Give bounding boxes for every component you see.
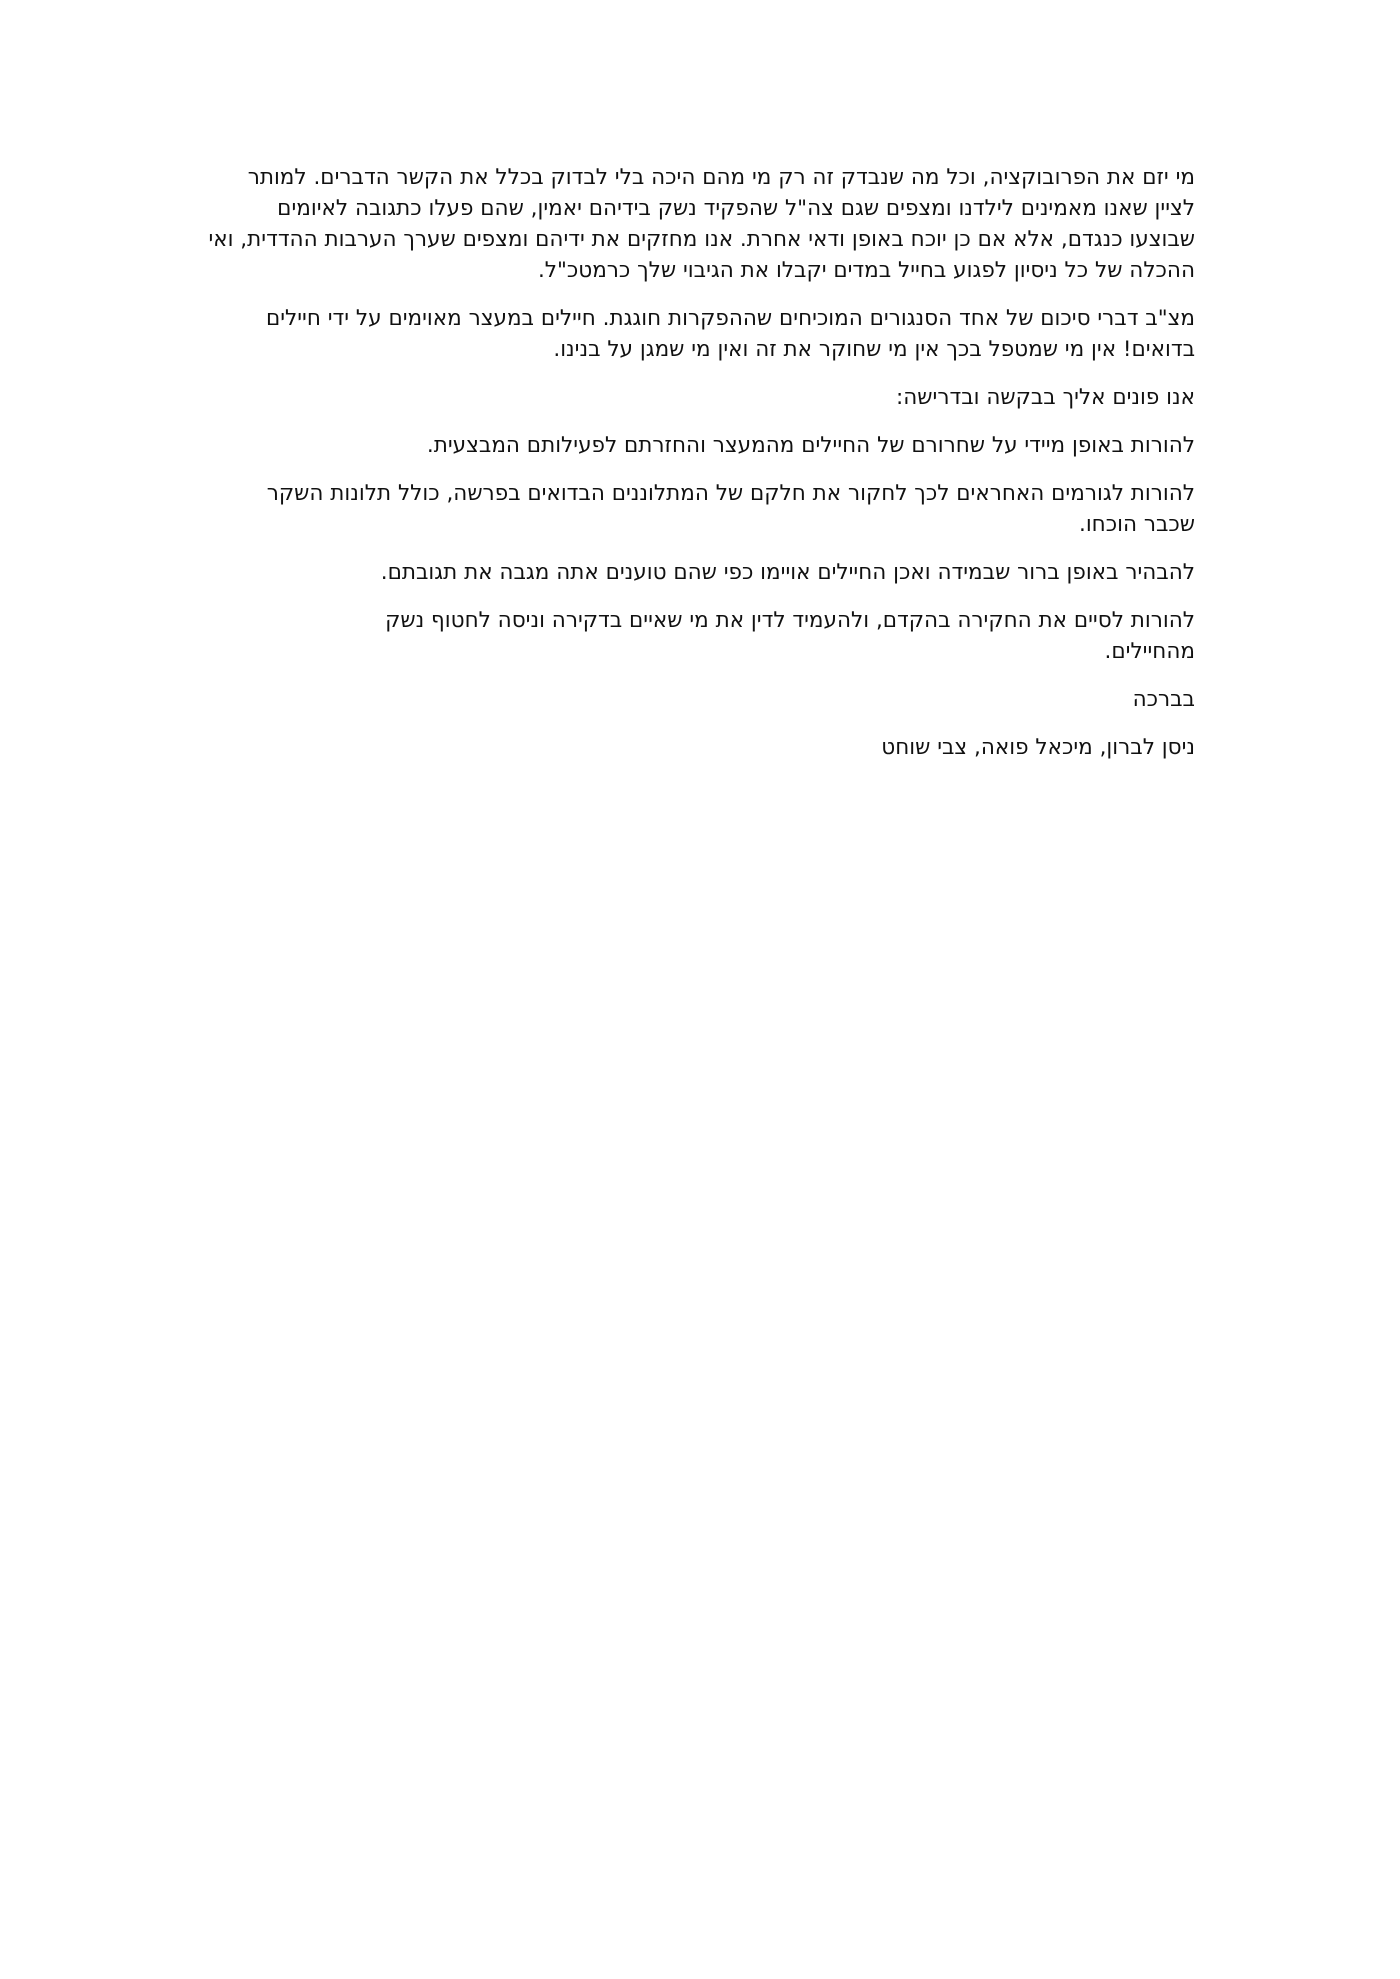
demand-release-soldiers: להורות באופן מיידי על שחרורם של החיילים מהמעצר והחזרתם לפעילותם המבצעית. — [426, 433, 1195, 458]
paragraph-request-intro: אנו פונים אליך בבקשה ובדרישה: — [896, 385, 1195, 410]
paragraph-context: מי יזם את הפרובוקציה, וכל מה שנבדק זה רק מי מהם היכה בלי לבדוק בכלל את הקשר הדברים. למותר לציין שאנו מאמינים לילדנו ומצפים שגם צה"ל שהפקיד נשק בידיהם יאמין, שהם פעלו כתגובה לאיומים שבוצעו כנגדם, אלא אם כן יוכח באופן ודאי אחרת. אנו מחזקים את ידיהם ומצפים שערך הערבות ההדדית, ואי ההכלה של כל ניסיון לפגוע בחייל במדים יקבלו את הגיבוי שלך כרמטכ"ל. — [208, 165, 1195, 283]
paragraph-summary-attached: מצ"ב דברי סיכום של אחד הסנגורים המוכיחים שההפקרות חוגגת. חיילים במעצר מאוימים על ידי חיילים בדואים! אין מי שמטפל בכך אין מי שחוקר את זה ואין מי שמגן על בנינו. — [265, 306, 1195, 362]
closing-greeting: בברכה — [1132, 687, 1195, 712]
signatures: ניסן לברון, מיכאל פואה, צבי שוחט — [881, 735, 1195, 760]
demand-clarify-backing: להבהיר באופן ברור שבמידה ואכן החיילים אויימו כפי שהם טוענים אתה מגבה את תגובתם. — [380, 560, 1195, 585]
demand-conclude-investigation: להורות לסיים את החקירה בהקדם, ולהעמיד לדין את מי שאיים בדקירה וניסה לחטוף נשק מהחיילים. — [385, 608, 1195, 664]
document-body — [205, 162, 1195, 780]
demand-investigate-complainants: להורות לגורמים האחראים לכך לחקור את חלקם של המתלוננים הבדואים בפרשה, כולל תלונות השקר שכבר הוכחו. — [266, 481, 1195, 537]
